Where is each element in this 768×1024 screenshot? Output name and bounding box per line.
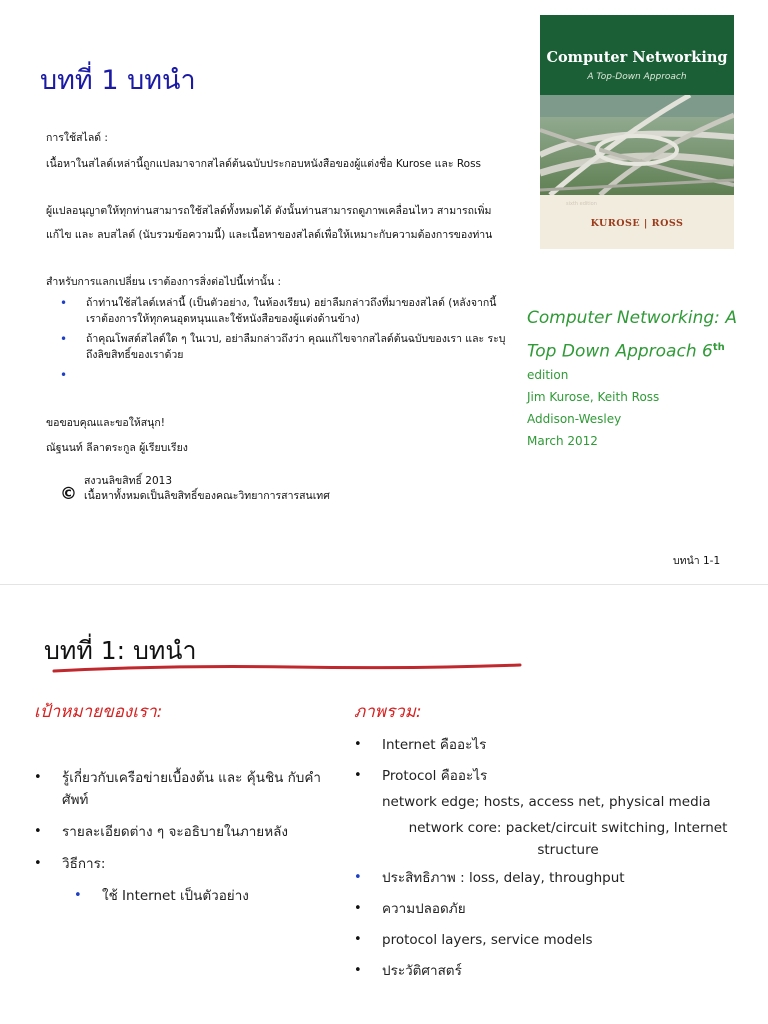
list-item-line-2: เราต้องการให้ทุกคนอุดหนุนและใช้หนังสือของผู้แต่งด้านข้าง) [86,313,360,325]
translator-line: ณัฐนนท์ ลีลาตระกูล ผู้เรียบเรียง [46,442,188,454]
list-item-text: ความปลอดภัย [382,901,466,917]
bullet-icon: • [354,737,362,752]
citation-date: March 2012 [527,434,598,448]
bullet-icon: • [60,332,68,346]
book-title: Computer Networking [546,49,728,66]
list-item [354,867,764,889]
book-edition: sixth edition [566,201,597,207]
copyright-line-2: เนื้อหาทั้งหมดเป็นลิขสิทธิ์ของคณะวิทยาการสารสนเทศ [84,490,330,502]
bullet-icon: • [34,824,42,839]
overview-list [354,734,764,982]
list-item [34,821,334,843]
bullet-icon: • [354,768,362,783]
list-item-line-2: ถึงลิขสิทธิ์ของเราด้วย [86,349,184,361]
citation-edition: edition [527,368,569,382]
bullet-icon: • [74,888,82,903]
list-item [354,960,764,982]
slide-1-title: บทที่ 1 บทนำ [40,65,196,96]
exchange-line: สำหรับการแลกเปลี่ยน เราต้องการสิ่งต่อไปนี้เท่านั้น : [46,276,282,288]
list-item-text: network core: packet/circuit switching, Internet structure [408,820,728,858]
permission-line-2: แก้ไข และ ลบสไลด์ (นับรวมข้อความนี้) และเนื้อหาของสไลด์เพื่อให้เหมาะกับความต้องการของท่าน [46,229,493,241]
list-item-text: protocol layers, service models [382,932,593,948]
title-underline [52,659,522,679]
list-item-plain [354,791,764,813]
permission-line-1: ผู้แปลอนุญาตให้ทุกท่านสามารถใช้สไลด์ทั้งหมดได้ ดังนั้นท่านสามารถดูภาพเคลื่อนไหว สามารถเพิ่ม [46,205,492,217]
list-item [354,898,764,920]
citation-details [527,364,659,452]
list-item-text: network edge; hosts, access net, physical media [382,794,711,810]
list-item [34,767,334,811]
bullet-icon: • [354,932,362,947]
list-item [60,295,510,327]
citation-title-text: Computer Networking: A Top Down Approach 6 [527,308,737,362]
list-item-line-1: ถ้าท่านใช้สไลด์เหล่านี้ (เป็นตัวอย่าง, ในห้องเรียน) อย่าลืมกล่าวถึงที่มาของสไลด์ (หลังจากนี้ [86,297,497,309]
book-cover [540,15,734,249]
copyright-icon: © [60,484,77,504]
list-item [354,734,764,756]
list-item-text: รู้เกี่ยวกับเครือข่ายเบื้องต้น และ คุ้นชิน กับคำศัพท์ [62,770,321,808]
list-item-text: Protocol คืออะไร [382,768,488,784]
requirements-list [60,295,510,385]
list-item-text: ประสิทธิภาพ : loss, delay, throughput [382,870,625,886]
page-number: บทนำ 1-1 [673,555,721,567]
bullet-icon: • [60,296,68,310]
list-item [74,885,334,907]
overview-heading: ภาพรวม: [354,702,422,722]
bullet-icon: • [34,770,42,785]
bullet-icon: • [354,963,362,978]
citation-publisher: Addison-Wesley [527,412,622,426]
slide-2-title: บทที่ 1: บทนำ [44,636,197,665]
list-item [354,929,764,951]
book-subtitle: A Top-Down Approach [587,72,687,82]
list-item-text: Internet คืออะไร [382,737,487,753]
bullet-icon: • [34,856,42,871]
slide-2 [0,585,768,1024]
list-item-text: รายละเอียดต่าง ๆ จะอธิบายในภายหลัง [62,824,288,840]
bullet-icon: • [354,901,362,916]
usage-heading: การใช้สไลด์ : [46,132,108,144]
list-item-text: ประวัติศาสตร์ [382,963,462,979]
citation-title [527,303,763,367]
list-item-text: ใช้ Internet เป็นตัวอย่าง [102,888,249,904]
usage-line: เนื้อหาในสไลด์เหล่านี้ถูกแปลมาจากสไลด์ต้นฉบับประกอบหนังสือของผู้แต่งชื่อ Kurose และ Ross [46,158,482,170]
goals-heading: เป้าหมายของเรา: [34,702,163,722]
list-item-text: วิธีการ: [62,856,106,872]
citation-authors: Jim Kurose, Keith Ross [527,390,660,404]
list-item [60,331,510,363]
highway-interchange-image [540,95,734,195]
copyright-notice [84,474,330,504]
bullet-icon: • [354,870,362,885]
book-authors: KUROSE | ROSS [590,218,684,229]
list-item [60,367,510,381]
citation-title-suffix: th [712,342,725,353]
goals-list [34,767,334,907]
list-item-plain [354,817,764,861]
copyright-line-1: สงวนลิขสิทธิ์ 2013 [84,475,173,487]
thanks-line: ขอขอบคุณและขอให้สนุก! [46,417,165,429]
bullet-icon: • [60,368,68,382]
list-item [34,853,334,875]
list-item-line-1: ถ้าคุณโพสต์สไลด์ใด ๆ ในเวป, อย่าลืมกล่าวถึงว่า คุณแก้ไขจากสไลด์ต้นฉบับของเรา และ ระบุ [86,333,506,345]
list-item [354,765,764,787]
